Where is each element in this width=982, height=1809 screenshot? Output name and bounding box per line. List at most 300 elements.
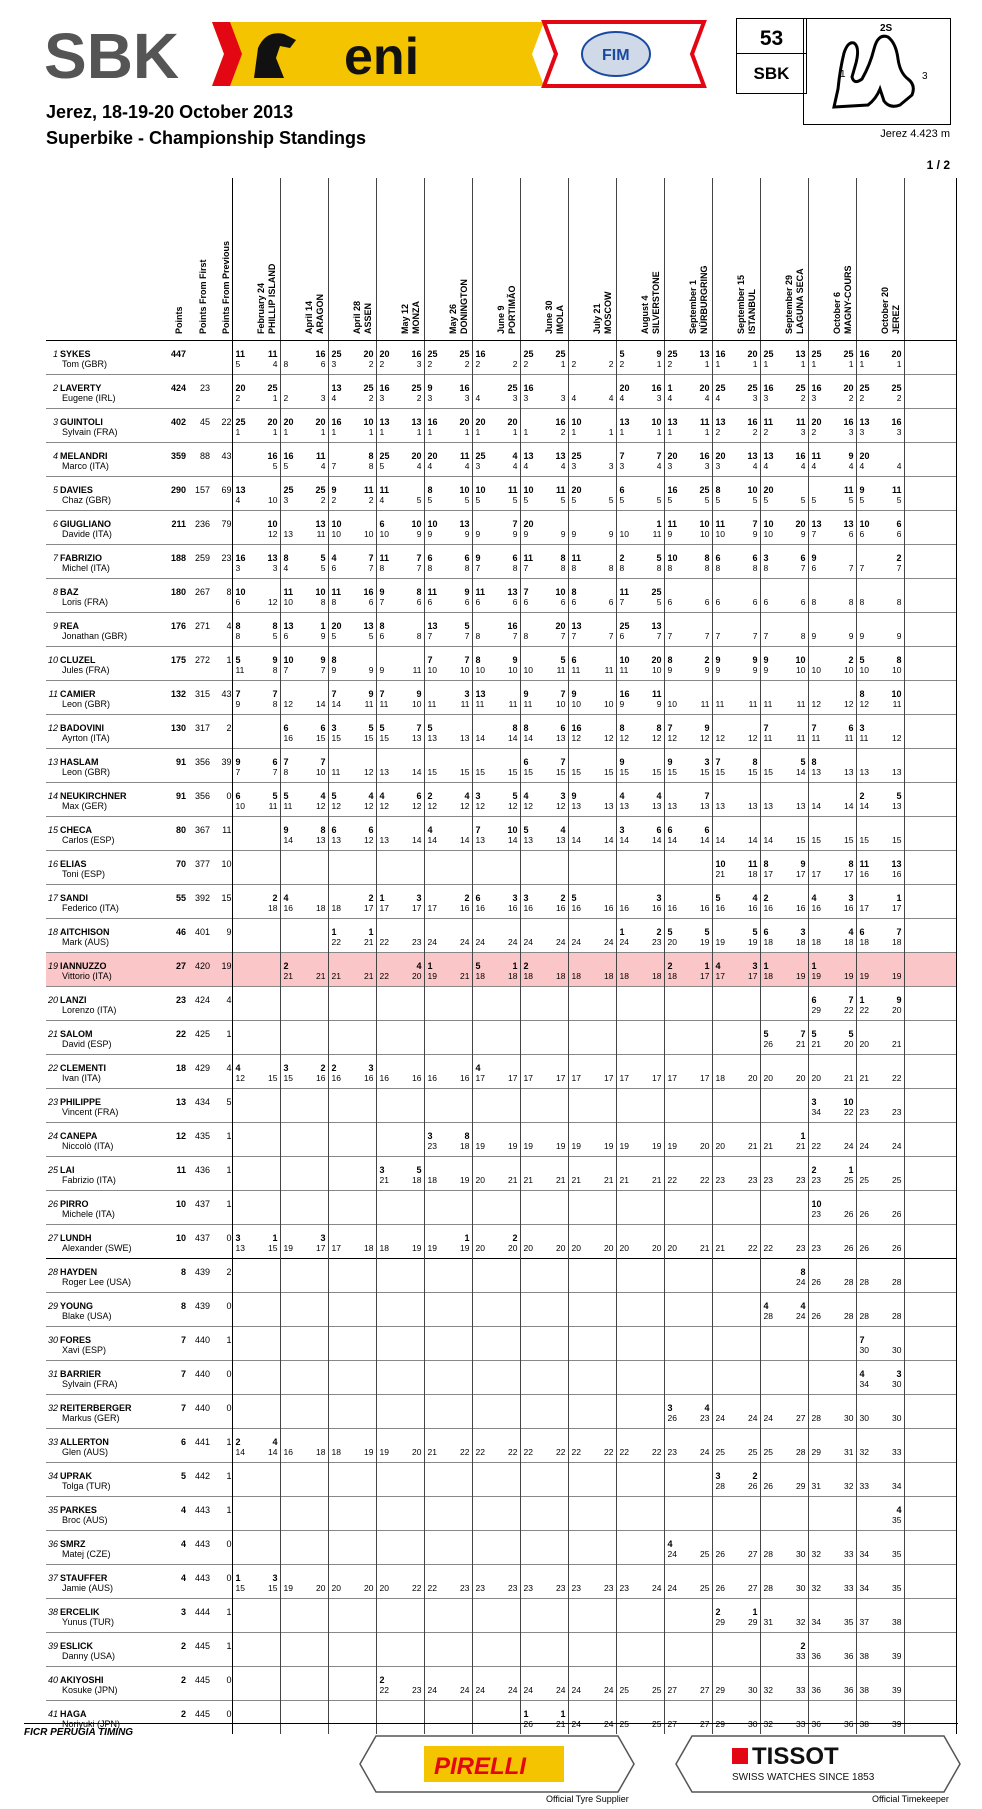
points-from-previous: 1 xyxy=(210,647,232,666)
race2-standing: 17 xyxy=(316,1243,326,1253)
race-points-cell xyxy=(232,613,280,632)
empty-cell xyxy=(904,477,956,496)
race1-standing: 3 xyxy=(811,393,817,403)
race1-points: 16 xyxy=(523,383,534,393)
race1-points: 25 xyxy=(475,451,486,461)
race-position-cell xyxy=(568,767,616,783)
race2-standing: 17 xyxy=(508,1073,518,1083)
empty-cell xyxy=(186,1107,210,1123)
race-points-cell xyxy=(520,1667,568,1686)
rider-row-sub xyxy=(46,461,956,477)
race-position-cell xyxy=(328,937,376,953)
race-position-cell xyxy=(232,665,280,681)
race-points-cell xyxy=(760,1497,808,1516)
race-points-cell xyxy=(472,477,520,496)
race-position-cell xyxy=(568,1345,616,1361)
race2-points: 6 xyxy=(704,825,710,835)
race2-standing: 13 xyxy=(556,733,566,743)
race1-standing: 2 xyxy=(475,359,481,369)
race1-standing: 3 xyxy=(475,461,481,471)
race-points-cell xyxy=(424,375,472,394)
race2-standing: 16 xyxy=(892,869,902,879)
race2-standing: 18 xyxy=(796,937,806,947)
race-points-cell xyxy=(520,1021,568,1040)
race-points-cell xyxy=(856,749,904,768)
race-position-cell xyxy=(472,1617,520,1633)
empty-cell xyxy=(210,1039,232,1055)
race-points-cell xyxy=(424,1667,472,1686)
rider-firstname-nation: Chaz (GBR) xyxy=(62,495,112,505)
race1-standing: 3 xyxy=(571,461,577,471)
race-position-cell xyxy=(856,1617,904,1633)
empty-cell xyxy=(162,1175,186,1191)
race2-standing: 21 xyxy=(364,937,374,947)
race-position-cell xyxy=(616,1345,664,1361)
rider-row xyxy=(46,1497,956,1516)
rider-points: 8 xyxy=(162,1259,186,1278)
race1-standing: 9 xyxy=(571,529,577,539)
race-position-cell xyxy=(328,869,376,885)
race1-standing: 19 xyxy=(859,971,869,981)
race2-standing: 26 xyxy=(844,1209,854,1219)
race1-points: 20 xyxy=(379,349,390,359)
race-points-cell xyxy=(616,749,664,768)
race1-standing: 6 xyxy=(571,597,577,607)
race-position-cell xyxy=(424,393,472,409)
race1-points: 7 xyxy=(379,689,385,699)
race-points-cell xyxy=(808,1429,856,1448)
track-length: Jerez 4.423 m xyxy=(880,128,950,140)
race1-standing: 28 xyxy=(763,1549,773,1559)
race2-standing: 6 xyxy=(320,359,326,369)
race-position-cell xyxy=(808,1379,856,1395)
race-position-cell xyxy=(472,1549,520,1565)
rider-row-sub xyxy=(46,529,956,545)
race1-standing: 13 xyxy=(427,733,437,743)
race2-standing: 22 xyxy=(508,1447,518,1457)
race1-points: 20 xyxy=(427,451,438,461)
empty-cell xyxy=(904,851,956,870)
rider-position: 37 xyxy=(46,1565,58,1584)
rider-points: 359 xyxy=(162,443,186,462)
race1-standing: 10 xyxy=(571,699,581,709)
race1-standing: 23 xyxy=(811,1209,821,1219)
race-points-cell xyxy=(808,1701,856,1720)
race-position-cell xyxy=(856,1243,904,1259)
race-position-cell xyxy=(472,665,520,681)
race2-points: 7 xyxy=(368,553,374,563)
empty-cell xyxy=(186,529,210,545)
race1-points: 4 xyxy=(427,825,433,835)
empty-cell xyxy=(904,1293,956,1312)
race-points-cell xyxy=(376,1463,424,1482)
race1-standing: 24 xyxy=(619,937,629,947)
race2-standing: 1 xyxy=(896,359,902,369)
race1-points: 10 xyxy=(571,417,582,427)
race1-points: 1 xyxy=(811,961,817,971)
race-position-cell xyxy=(712,427,760,443)
race1-standing: 21 xyxy=(571,1175,581,1185)
race-position-cell xyxy=(472,1345,520,1361)
rider-nation: TUR xyxy=(89,1481,108,1491)
race1-points: 8 xyxy=(235,621,241,631)
race-points-cell xyxy=(376,1361,424,1380)
empty-cell xyxy=(904,1395,956,1414)
race2-standing: 22 xyxy=(892,1073,902,1083)
race-points-cell xyxy=(280,341,328,360)
rider-surname: GIUGLIANO xyxy=(58,511,162,530)
race2-points: 7 xyxy=(416,723,422,733)
race-position-cell xyxy=(616,529,664,545)
empty-cell xyxy=(186,1515,210,1531)
race-position-cell xyxy=(760,665,808,681)
col-race: September 1 NÜRBURGRING xyxy=(664,178,712,341)
empty-cell xyxy=(904,953,956,972)
rider-nation: ITA xyxy=(102,903,116,913)
empty-cell xyxy=(210,1515,232,1531)
race-points-cell xyxy=(472,1225,520,1244)
race1-standing: 15 xyxy=(331,733,341,743)
race-position-cell xyxy=(328,1685,376,1701)
rider-firstname-nation: Vittorio (ITA) xyxy=(46,971,162,987)
race2-standing: 9 xyxy=(608,529,614,539)
race1-points: 11 xyxy=(763,417,774,427)
race1-standing: 9 xyxy=(715,665,721,675)
empty-cell xyxy=(162,1481,186,1497)
race-position-cell xyxy=(472,1039,520,1055)
race1-standing: 31 xyxy=(811,1481,821,1491)
race-position-cell xyxy=(808,1039,856,1055)
race-position-cell xyxy=(520,393,568,409)
race-points-cell xyxy=(616,681,664,700)
race-points-cell xyxy=(520,1497,568,1516)
race-points-cell xyxy=(424,1633,472,1652)
empty-cell xyxy=(904,1701,956,1720)
race-points-cell xyxy=(760,579,808,598)
race1-standing: 7 xyxy=(427,631,433,641)
race2-points: 7 xyxy=(416,553,422,563)
race1-standing: 38 xyxy=(859,1685,869,1695)
race1-standing: 1 xyxy=(331,427,337,437)
race-position-cell xyxy=(232,1243,280,1259)
race-points-cell xyxy=(328,1531,376,1550)
race1-standing: 12 xyxy=(379,801,389,811)
race-position-cell xyxy=(808,393,856,409)
rider-nation: IRL xyxy=(98,393,113,403)
rider-row xyxy=(46,375,956,394)
race1-points: 10 xyxy=(235,587,246,597)
race-points-cell xyxy=(712,1225,760,1244)
empty-cell xyxy=(210,971,232,987)
race-points-cell xyxy=(232,919,280,938)
race-points-cell xyxy=(232,375,280,394)
empty-cell xyxy=(904,733,956,749)
empty-cell xyxy=(210,937,232,953)
rider-points: 130 xyxy=(162,715,186,734)
empty-cell xyxy=(210,1617,232,1633)
rider-surname: LANZI xyxy=(58,987,162,1006)
rider-row xyxy=(46,477,956,496)
empty-cell xyxy=(162,1311,186,1327)
rider-surname: ALLERTON xyxy=(58,1429,162,1448)
rider-position: 1 xyxy=(46,341,58,360)
race2-standing: 13 xyxy=(652,801,662,811)
race2-standing: 13 xyxy=(316,835,326,845)
race-points-cell xyxy=(616,1633,664,1652)
race-position-cell xyxy=(808,1515,856,1531)
rider-row xyxy=(46,1157,956,1176)
race2-points: 1 xyxy=(464,1233,470,1243)
rider-firstname: Vincent xyxy=(62,1107,92,1117)
race2-standing: 14 xyxy=(316,699,326,709)
race-position-cell xyxy=(664,869,712,885)
race-points-cell xyxy=(712,613,760,632)
race2-standing: 5 xyxy=(560,495,566,505)
race1-standing: 26 xyxy=(715,1549,725,1559)
race-position-cell xyxy=(760,1243,808,1259)
race-points-cell xyxy=(232,1565,280,1584)
race1-points: 3 xyxy=(283,1063,289,1073)
race-position-cell xyxy=(232,393,280,409)
race2-standing: 4 xyxy=(512,461,518,471)
race1-standing: 23 xyxy=(523,1583,533,1593)
race-position-cell xyxy=(280,903,328,919)
race-position-cell xyxy=(280,597,328,613)
race2-standing: 24 xyxy=(508,937,518,947)
race1-points: 3 xyxy=(859,723,865,733)
race1-standing: 3 xyxy=(523,393,529,403)
race1-points: 7 xyxy=(811,723,817,733)
race-points-cell xyxy=(376,783,424,802)
race1-standing: 10 xyxy=(427,665,437,675)
race2-points: 16 xyxy=(555,417,566,427)
rider-row-sub xyxy=(46,1719,956,1734)
empty-cell xyxy=(904,783,956,802)
race2-points: 13 xyxy=(651,621,662,631)
race2-standing: 28 xyxy=(892,1311,902,1321)
race2-points: 9 xyxy=(704,723,710,733)
race1-points: 16 xyxy=(331,417,342,427)
race1-points: 2 xyxy=(811,1165,817,1175)
empty-cell xyxy=(162,801,186,817)
race2-standing: 1 xyxy=(704,359,710,369)
race2-standing: 3 xyxy=(512,393,518,403)
race-points-cell xyxy=(232,1327,280,1346)
race-points-cell xyxy=(808,1089,856,1108)
race-position-cell xyxy=(328,1175,376,1191)
race-position-cell xyxy=(712,971,760,987)
race2-points: 16 xyxy=(507,621,518,631)
rider-surname: HASLAM xyxy=(58,749,162,768)
race-position-cell xyxy=(808,1345,856,1361)
empty-cell xyxy=(904,495,956,511)
race-position-cell xyxy=(472,495,520,511)
race1-standing: 19 xyxy=(571,1141,581,1151)
race-points-cell xyxy=(712,647,760,666)
race2-points: 10 xyxy=(507,825,518,835)
rider-surname: SANDI xyxy=(58,885,162,904)
race-points-cell xyxy=(664,545,712,564)
race2-standing: 10 xyxy=(700,529,710,539)
race2-standing: 24 xyxy=(604,1685,614,1695)
race1-points: 20 xyxy=(523,519,534,529)
race1-points: 1 xyxy=(859,995,865,1005)
race2-standing: 8 xyxy=(272,699,278,709)
race2-standing: 9 xyxy=(656,699,662,709)
race-points-cell xyxy=(616,613,664,632)
race-position-cell xyxy=(856,767,904,783)
race-position-cell xyxy=(472,1175,520,1191)
race-points-cell xyxy=(616,1531,664,1550)
race1-points: 4 xyxy=(715,961,721,971)
race1-points: 2 xyxy=(283,961,289,971)
race-position-cell xyxy=(760,1277,808,1293)
race-position-cell xyxy=(328,495,376,511)
race-position-cell xyxy=(856,1515,904,1531)
race2-standing: 11 xyxy=(604,665,614,675)
rider-nation: AUS xyxy=(86,1515,105,1525)
rider-row xyxy=(46,443,956,462)
race1-standing: 2 xyxy=(859,393,865,403)
race-position-cell xyxy=(568,597,616,613)
rider-firstname: Michel xyxy=(62,563,89,573)
race2-points: 5 xyxy=(848,1029,854,1039)
race2-points: 7 xyxy=(752,519,758,529)
race-points-cell xyxy=(376,477,424,496)
race1-points: 25 xyxy=(523,349,534,359)
race1-standing: 13 xyxy=(379,767,389,777)
rider-firstname-nation: Sylvain (FRA) xyxy=(62,1379,118,1389)
race2-points: 2 xyxy=(800,1641,806,1651)
race1-standing: 6 xyxy=(619,631,625,641)
race-points-cell xyxy=(424,1361,472,1380)
empty-cell xyxy=(904,545,956,564)
race-points-cell xyxy=(424,987,472,1006)
race-points-cell xyxy=(808,477,856,496)
race-points-cell xyxy=(712,1497,760,1516)
race-position-cell xyxy=(328,665,376,681)
col-from-first: Points From First xyxy=(186,178,210,341)
race-points-cell xyxy=(472,1123,520,1142)
race-position-cell xyxy=(712,563,760,579)
race-position-cell xyxy=(376,1005,424,1021)
race1-standing: 20 xyxy=(667,1243,677,1253)
race-points-cell xyxy=(376,579,424,598)
race-points-cell xyxy=(472,613,520,632)
race2-standing: 29 xyxy=(748,1617,758,1627)
race-points-cell xyxy=(616,851,664,870)
rider-firstname: Fabrizio xyxy=(62,1175,95,1185)
race1-standing: 4 xyxy=(427,461,433,471)
race1-points: 6 xyxy=(379,519,385,529)
empty-cell xyxy=(904,1379,956,1395)
race1-standing: 3 xyxy=(427,393,433,403)
standings-body xyxy=(46,341,956,1735)
race1-standing: 8 xyxy=(667,563,673,573)
race-points-cell xyxy=(328,1429,376,1448)
race2-standing: 4 xyxy=(464,461,470,471)
points-from-first: 439 xyxy=(186,1293,210,1312)
race2-standing: 4 xyxy=(320,461,326,471)
race-position-cell xyxy=(616,1549,664,1565)
race-points-cell xyxy=(376,817,424,836)
race-position-cell xyxy=(760,835,808,851)
rider-firstname-nation: Fabrizio (ITA) xyxy=(62,1175,116,1185)
race1-points: 4 xyxy=(763,1301,769,1311)
race-position-cell xyxy=(760,1685,808,1701)
race-points-cell xyxy=(424,1701,472,1720)
race-position-cell xyxy=(712,903,760,919)
race-position-cell xyxy=(520,1243,568,1259)
race2-points: 9 xyxy=(320,655,326,665)
race1-standing: 24 xyxy=(523,1685,533,1695)
race-position-cell xyxy=(280,1515,328,1531)
empty-cell xyxy=(904,1463,956,1482)
race2-standing: 8 xyxy=(512,563,518,573)
race-points-cell xyxy=(520,1089,568,1108)
race2-standing: 9 xyxy=(560,529,566,539)
race1-standing: 38 xyxy=(859,1651,869,1661)
race1-standing: 19 xyxy=(475,1141,485,1151)
points-from-first: 437 xyxy=(186,1225,210,1244)
rider-points: 3 xyxy=(162,1599,186,1618)
race-points-cell xyxy=(232,1089,280,1108)
rider-surname: PHILIPPE xyxy=(58,1089,162,1108)
points-from-first: 429 xyxy=(186,1055,210,1074)
race-position-cell xyxy=(712,1413,760,1429)
race1-standing: 12 xyxy=(475,801,485,811)
race2-standing: 14 xyxy=(268,1447,278,1457)
race-position-cell xyxy=(856,1651,904,1667)
race-points-cell xyxy=(520,545,568,564)
race1-standing: 4 xyxy=(235,495,241,505)
race1-points: 8 xyxy=(379,621,385,631)
race2-points: 13 xyxy=(411,417,422,427)
race-position-cell xyxy=(376,1345,424,1361)
race-points-cell xyxy=(328,919,376,938)
race2-points: 6 xyxy=(272,757,278,767)
race-points-cell xyxy=(616,1463,664,1482)
race-position-cell xyxy=(616,699,664,715)
race-position-cell xyxy=(712,1379,760,1395)
race-position-cell xyxy=(712,1277,760,1293)
race-points-cell xyxy=(520,851,568,870)
race2-points: 13 xyxy=(555,451,566,461)
race-points-cell xyxy=(424,1055,472,1074)
race-points-cell xyxy=(280,1633,328,1652)
race-position-cell xyxy=(712,495,760,511)
race1-standing: 15 xyxy=(379,733,389,743)
race2-points: 25 xyxy=(315,485,326,495)
race-points-cell xyxy=(328,817,376,836)
race-points-cell xyxy=(808,783,856,802)
race-points-cell xyxy=(424,749,472,768)
race1-points: 9 xyxy=(667,757,673,767)
race-position-cell xyxy=(664,1277,712,1293)
race-position-cell xyxy=(472,1583,520,1599)
race1-points: 3 xyxy=(379,1165,385,1175)
race2-points: 4 xyxy=(272,1437,278,1447)
race-points-cell xyxy=(760,885,808,904)
document-title: Superbike - Championship Standings xyxy=(46,128,367,148)
race1-standing: 14 xyxy=(331,699,341,709)
class-label: SBK xyxy=(753,64,790,83)
race-position-cell xyxy=(424,495,472,511)
race-position-cell xyxy=(520,427,568,443)
race1-points: 25 xyxy=(763,349,774,359)
race2-points: 11 xyxy=(315,451,326,461)
race-position-cell xyxy=(520,1107,568,1123)
